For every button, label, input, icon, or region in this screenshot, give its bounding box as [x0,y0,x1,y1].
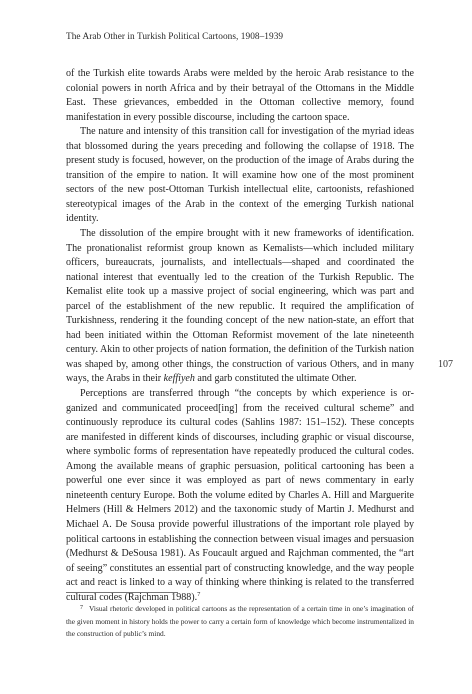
paragraph-2: The nature and intensity of this transition call for investigation of the myriad ideas that blossomed during the years preceding and following the collapse of 1918. The present study is focused, however, on the production of the image of Arabs during the transition of the empire to nation. It will examine how one of the most prominent sectors of the new post-Ottoman Turkish intellectual elite, cartoonists, refashioned stereotypical images of the Arab in the context of the emerging Turkish national identity. [66,126,414,225]
footnote-reference[interactable]: 7 [197,590,201,598]
body-text [66,67,414,605]
paragraph-3-text-a: The dissolution of the empire brought with it new frameworks of identification. The pronationalist reformist group known as Kemalists—which included military officers, bureaucrats, journalists, and intellectuals—shaped and coordinated the national interest that eventually led to the creation of the Turkish Republic. The Kemalist elite took up a massive project of social engineering, which was part and parcel of the establishment of the new republic. It required the amplification of Turkishness, rendering it the founding concept of the new nation-state, an effort that had been initiated within the Ottoman Reformist movement of the late nineteenth century. Akin to other projects of nation formation, the definition of the Turkish nation was shaped by, among other things, the construction of various Others, and in many ways, the Arabs in their [66,228,414,385]
footnote [66,602,414,641]
footnote-divider [66,592,178,593]
page-number: 107 [438,359,453,370]
paragraph-4 [66,387,414,605]
footnote-mark: 7 [80,605,83,611]
footnote-text: Visual rhetoric developed in political cartoons as the representation of a certain time in one’s imagination of the given moment in history holds the power to carry a certain form of knowledge which become instrumentalized in the construction of public’s mind. [66,604,414,639]
paragraph-3-text-b: and garb constituted the ultimate Other. [194,373,357,385]
keffiyeh-term: keffiyeh [163,373,195,385]
running-head: The Arab Other in Turkish Political Cartoons, 1908–1939 [66,32,284,42]
paragraph-4-text: Perceptions are transferred through “the concepts by which experience is organized and communicated proceed[ing] from the received cultural scheme” and continuously reproduce its cultural codes (Sahlins 1987: 151–152). These concepts are manifested in different kinds of discourses, including graphic or visual discourse, where symbolic forms of representation have repeatedly produced the cultural codes. Among the available means of graphic persuasion, political cartooning has been a powerful one ever since it was employed as part of news commentary in early nineteenth century Europe. Both the volume edited by Charles A. Hill and Marguerite Helmers (Hill & Helmers 2012) and the taxonomic study of Martin J. Medhurst and Michael A. De Sousa provide powerful illustrations of the important role played by political cartoons in establishing the connection between visual images and persuasion (Medhurst & DeSousa 1981). As Foucault argued and Rajchman commented, the “art of seeing” constitutes an essential part of constructing knowledge, and the way people act and react is linked to a way of thinking where thinking is related to the transferred cultural codes (Rajchman 1988). [66,388,414,603]
paragraph-3 [66,227,414,387]
paragraph-1: of the Turkish elite towards Arabs were melded by the heroic Arab resistance to the colonial powers in north Africa and by their betrayal of the Ottomans in the Middle East. These grievances, embedded in the Ottoman collective memory, found manifestation in every possible discourse, including the cartoon space. [66,68,414,123]
